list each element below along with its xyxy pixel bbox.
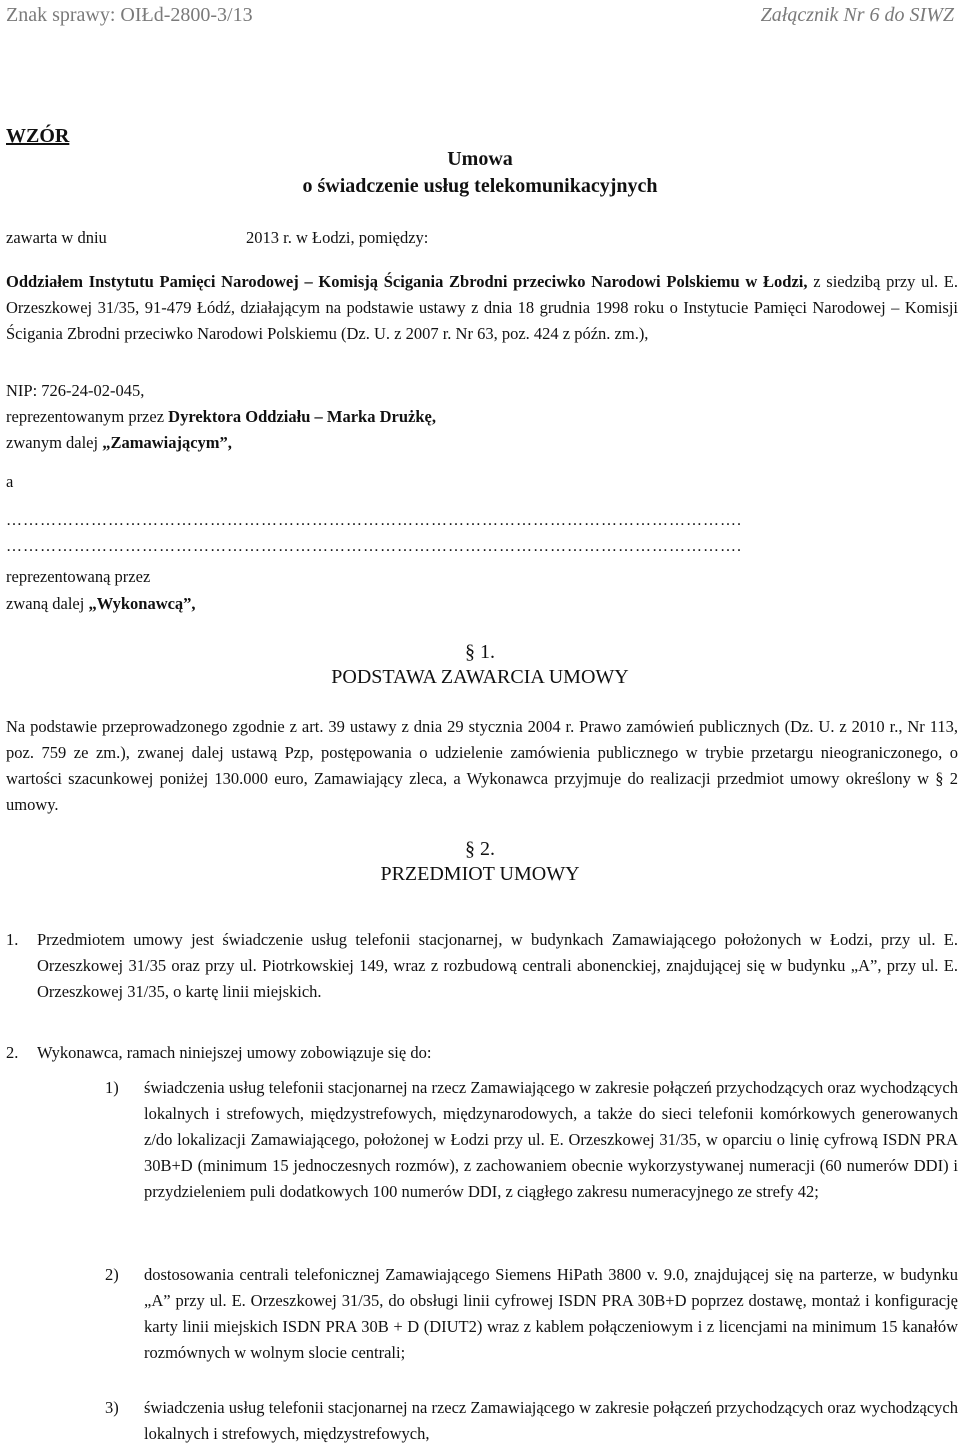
party1-called-prefix: zwanym dalej — [6, 433, 103, 452]
list-item-number: 2. — [6, 1043, 19, 1062]
contract-subtitle: o świadczenie usług telekomunikacyjnych — [302, 175, 658, 197]
party1-called-name: „Zamawiającym”, — [102, 433, 232, 452]
concluded-label: zawarta w dniu — [6, 228, 107, 247]
section1-text: Na podstawie przeprowadzonego zgodnie z art. 39 ustawy z dnia 29 stycznia 2004 r. Prawo zamówień publicznych (Dz. U. z 2010 r., Nr 113, poz. 759 ze zm.), zwanej dalej ustawą Pzp, postępowania o udzielenie zamówienia publicznego w trybie przetargu nieograniczonego, o wartości szacunkowej poniżej 130.000 euro, Zamawiający zleca, a Wykonawca przyjmuje do realizacji przedmiot umowy określony w § 2 umowy. — [6, 717, 958, 814]
sublist-item-number: 3) — [105, 1398, 119, 1417]
template-label: WZÓR — [6, 125, 70, 147]
attachment-label: Załącznik Nr 6 do SIWZ — [760, 4, 954, 26]
list-item — [6, 927, 958, 1005]
sublist-item — [105, 1395, 958, 1447]
party2-called — [6, 594, 958, 614]
party1-rep-prefix: reprezentowanym przez — [6, 407, 169, 426]
sublist-item-text: świadczenia usług telefonii stacjonarnej na rzecz Zamawiającego w zakresie połączeń przychodzących oraz wychodzących lokalnych i strefowych, międzystrefowych, międzynarodowych, a także do sieci telefonii komórkowych generowanych z/do lokalizacji Zamawiającego, położonej w Łodzi przy ul. E. Orzeszkowej 31/35, w oparciu o linię cyfrową ISDN PRA 30B+D (minimum 15 jednoczesnych rozmów), z zachowaniem obecnie wykorzystywanej numeracji (60 numerów DDI) i przydzieleniem puli dodatkowych 100 numerów DDI, z ciągłego zakresu numeracyjnego ze strefy 42; — [144, 1078, 958, 1201]
party1-nip: NIP: 726-24-02-045, — [6, 381, 145, 400]
sublist-item-number: 1) — [105, 1078, 119, 1097]
list-item — [6, 1040, 958, 1066]
party2-called-prefix: zwaną dalej — [6, 594, 89, 613]
sublist-item-number: 2) — [105, 1265, 119, 1284]
list-item-text: Przedmiotem umowy jest świadczenie usług telefonii stacjonarnej, w budynkach Zamawiającego położonych w Łodzi, przy ul. E. Orzeszkowej 31/35 oraz przy ul. Piotrkowskiej 149, wraz z rozbudową centrali abonenckiej, znajdującej się w budynku „A”, przy ul. E. Orzeszkowej 31/35, o kartę linii miejskich. — [37, 930, 958, 1001]
sublist-item — [105, 1075, 958, 1205]
section1-number: § 1. — [465, 641, 495, 663]
sublist-item-text: świadczenia usług telefonii stacjonarnej na rzecz Zamawiającego w zakresie połączeń przychodzących oraz wychodzących lokalnych i strefowych, międzystrefowych, — [144, 1398, 958, 1443]
party1-representative — [6, 407, 958, 427]
case-number: Znak sprawy: OIŁd-2800-3/13 — [6, 4, 253, 26]
list-item-number: 1. — [6, 930, 19, 949]
section2-title: PRZEDMIOT UMOWY — [380, 863, 580, 885]
sublist-item — [105, 1262, 958, 1366]
party2-called-name: „Wykonawcą”, — [88, 594, 196, 613]
section1-title: PODSTAWA ZAWARCIA UMOWY — [331, 666, 629, 688]
and-conjunction: a — [6, 472, 14, 491]
list-item-text: Wykonawca, ramach niniejszej umowy zobowiązuje się do: — [37, 1043, 432, 1062]
party1-called — [6, 433, 958, 453]
sublist-item-text: dostosowania centrali telefonicznej Zamawiającego Siemens HiPath 3800 v. 9.0, znajdującej się na parterze, w budynku „A” przy ul. E. Orzeszkowej 31/35, do obsługi linii cyfrowej ISDN PRA 30B+D poprzez dostawę, montaż i konfigurację karty linii miejskich ISDN PRA 30B + D (DIUT2) wraz z kablem połączeniowym i z licencjami na minimum 15 kanałów rozmównych w wolnym slocie centrali; — [144, 1265, 958, 1362]
party1-basis: , działającym na podstawie ustawy z dnia 18 grudnia 1998 roku o Instytucie Pamięci Narodowej – Komisji Ścigania Zbrodni przeciwko Narodowi Polskiemu (Dz. U. z 2007 r. Nr 63, poz. 424 z późn. zm.), — [6, 298, 959, 343]
party1-block — [6, 269, 958, 347]
contractor-address-blank: …………………………………………………………………………………………………………………. — [6, 538, 742, 555]
party1-address: z siedzibą przy ul. E. Orzeszkowej 31/35, 91-479 Łódź — [6, 272, 958, 317]
party1-rep-name: Dyrektora Oddziału – Marka Drużkę, — [168, 407, 436, 426]
section2-number: § 2. — [465, 838, 495, 860]
concluded-place: 2013 r. w Łodzi, pomiędzy: — [246, 228, 429, 247]
contractor-name-blank: …………………………………………………………………………………………………………………. — [6, 512, 742, 529]
party1-name: Oddziałem Instytutu Pamięci Narodowej – Komisją Ścigania Zbrodni przeciwko Narodowi Polskiemu w Łodzi, — [6, 272, 808, 291]
party2-representative: reprezentowaną przez — [6, 567, 151, 586]
contract-title: Umowa — [447, 148, 513, 170]
